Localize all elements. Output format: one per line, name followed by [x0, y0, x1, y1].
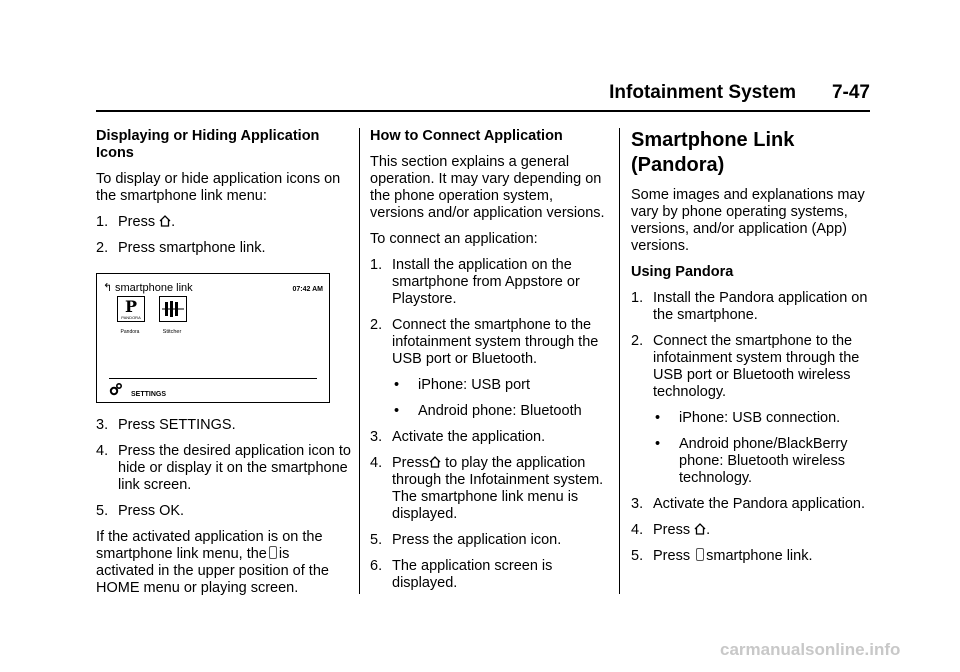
- phone-icon: [269, 546, 277, 559]
- col2-bullet-2: • Android phone: Bluetooth: [394, 403, 582, 419]
- watermark: carmanualsonline.info: [720, 640, 901, 659]
- col2-intro: This section explains a general operation. It may vary depending on the phone operation system, versions and/or application versions.: [370, 154, 605, 221]
- col2-step-2: 2. Connect the smartphone to the infotainment system through the USB port or Bluetooth.: [370, 317, 599, 367]
- screen-divider: [109, 378, 317, 379]
- col3-step-2: 2. Connect the smartphone to the infotainment system through the USB port or Bluetooth wireless technology.: [631, 333, 860, 400]
- col2-step-3: 3. Activate the application.: [370, 429, 546, 445]
- settings-label: SETTINGS: [131, 391, 167, 398]
- screen-title: smartphone link: [115, 282, 193, 294]
- col3-bullet-2: • Android phone/BlackBerry phone: Bluetooth wireless technology.: [655, 436, 848, 486]
- col2-step-1: 1. Install the application on the smartphone from Appstore or Playstore.: [370, 257, 580, 307]
- column-divider-1: [359, 128, 360, 594]
- home-icon: [694, 523, 706, 535]
- smartphone-link-screen: [96, 273, 330, 403]
- col1-step-5: 5. Press OK.: [96, 503, 185, 519]
- heading-smartphone-link: Smartphone Link (Pandora): [631, 129, 795, 176]
- col3-step-4: 4. Press .: [631, 522, 711, 538]
- header-rule: [96, 110, 870, 112]
- col3-step-5: 5. Press smartphone link.: [631, 548, 813, 564]
- col2-step-6: 6. The application screen is displayed.: [370, 558, 553, 591]
- back-icon: ↰: [103, 282, 113, 294]
- col1-step-3: 3. Press SETTINGS.: [96, 417, 236, 433]
- column-divider-2: [619, 128, 620, 594]
- phone-icon: [696, 548, 704, 561]
- page-header: [600, 82, 870, 104]
- column-3: [631, 128, 871, 574]
- col1-step-4: 4. Press the desired application icon to hide or display it on the smartphone link screen.: [96, 443, 351, 493]
- page-number: 7-47: [831, 82, 870, 103]
- col3-step-3: 3. Activate the Pandora application.: [631, 496, 865, 512]
- settings-icon: [109, 382, 123, 396]
- screen-time: 07:42 AM: [292, 286, 323, 293]
- col2-lead: To connect an application:: [370, 231, 538, 247]
- home-icon: [429, 456, 441, 468]
- col1-step-2: 2. Press smartphone link.: [96, 240, 266, 256]
- stitcher-app-icon: [159, 296, 187, 322]
- pandora-label: Pandora: [120, 329, 140, 335]
- col2-step-5: 5. Press the application icon.: [370, 532, 562, 548]
- stitcher-label: Stitcher: [162, 329, 182, 335]
- subheading-using-pandora: Using Pandora: [631, 264, 734, 280]
- col3-bullet-1: • iPhone: USB connection.: [655, 410, 841, 426]
- col2-step-4: 4. Press to play the application through the Infotainment system. The smartphone link menu is displayed.: [370, 455, 604, 522]
- pandora-app-icon: P PANDORA: [117, 296, 145, 322]
- heading-display-hide: Displaying or Hiding Application Icons: [96, 128, 320, 161]
- col1-intro: To display or hide application icons on the smartphone link menu:: [96, 171, 341, 204]
- col1-note: If the activated application is on the smartphone link menu, the is activated in the upper position of the HOME menu or playing screen.: [96, 529, 329, 596]
- col1-step-1: 1. Press .: [96, 214, 176, 230]
- col3-intro: Some images and explanations may vary by phone operating systems, versions, and/or application (App) versions.: [631, 187, 865, 254]
- heading-connect: How to Connect Application: [370, 128, 563, 144]
- col2-bullet-1: • iPhone: USB port: [394, 377, 531, 393]
- home-icon: [159, 215, 171, 227]
- section-title: Infotainment System: [609, 82, 796, 103]
- column-1: [96, 128, 351, 606]
- col3-step-1: 1. Install the Pandora application on the smartphone.: [631, 290, 868, 323]
- column-2: [370, 128, 610, 601]
